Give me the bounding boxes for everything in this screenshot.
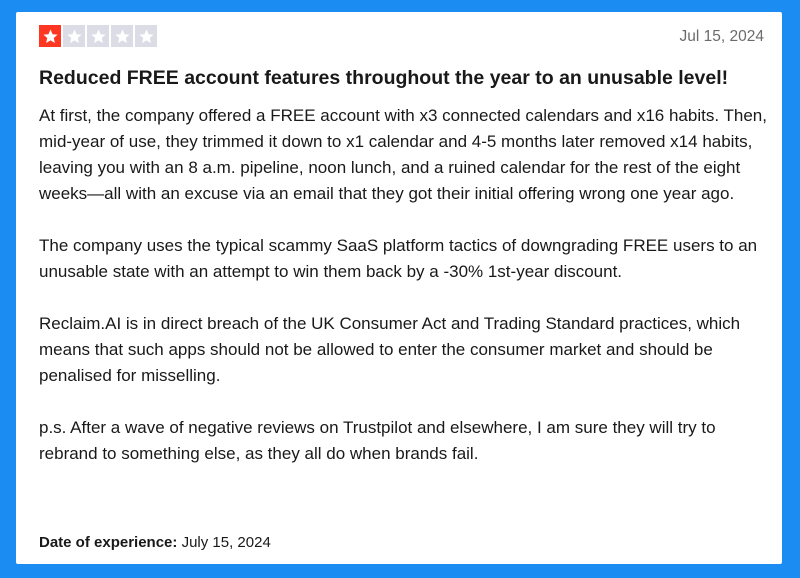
date-of-experience-value: July 15, 2024 xyxy=(181,534,271,551)
date-of-experience xyxy=(39,534,271,551)
star-icon xyxy=(87,25,109,47)
review-title: Reduced FREE account features throughout the year to an unusable level! xyxy=(39,67,729,89)
review-body xyxy=(39,103,769,493)
date-of-experience-label: Date of experience: xyxy=(39,534,178,551)
review-date: Jul 15, 2024 xyxy=(679,28,764,45)
review-paragraph: p.s. After a wave of negative reviews on Trustpilot and elsewhere, I am sure they will try to rebrand to something else, as they all do when brands fail. xyxy=(39,418,716,463)
star-rating xyxy=(39,25,157,47)
star-icon xyxy=(135,25,157,47)
star-icon xyxy=(39,25,61,47)
review-paragraph: At first, the company offered a FREE account with x3 connected calendars and x16 habits. Then, mid-year of use, they trimmed it down to x1 calendar and 4-5 months later removed x14 habits, leaving you with an 8 a.m. pipeline, noon lunch, and a ruined calendar for the rest of the eight weeks—all with an excuse via an email that they got their initial offering wrong one year ago. xyxy=(39,106,767,203)
star-icon xyxy=(63,25,85,47)
review-paragraph: The company uses the typical scammy SaaS platform tactics of downgrading FREE users to an unusable state with an attempt to win them back by a -30% 1st-year discount. xyxy=(39,236,758,281)
review-card xyxy=(16,12,782,564)
review-paragraph: Reclaim.AI is in direct breach of the UK Consumer Act and Trading Standard practices, which means that such apps should not be allowed to enter the consumer market and should be penalised for misselling. xyxy=(39,314,741,385)
star-icon xyxy=(111,25,133,47)
